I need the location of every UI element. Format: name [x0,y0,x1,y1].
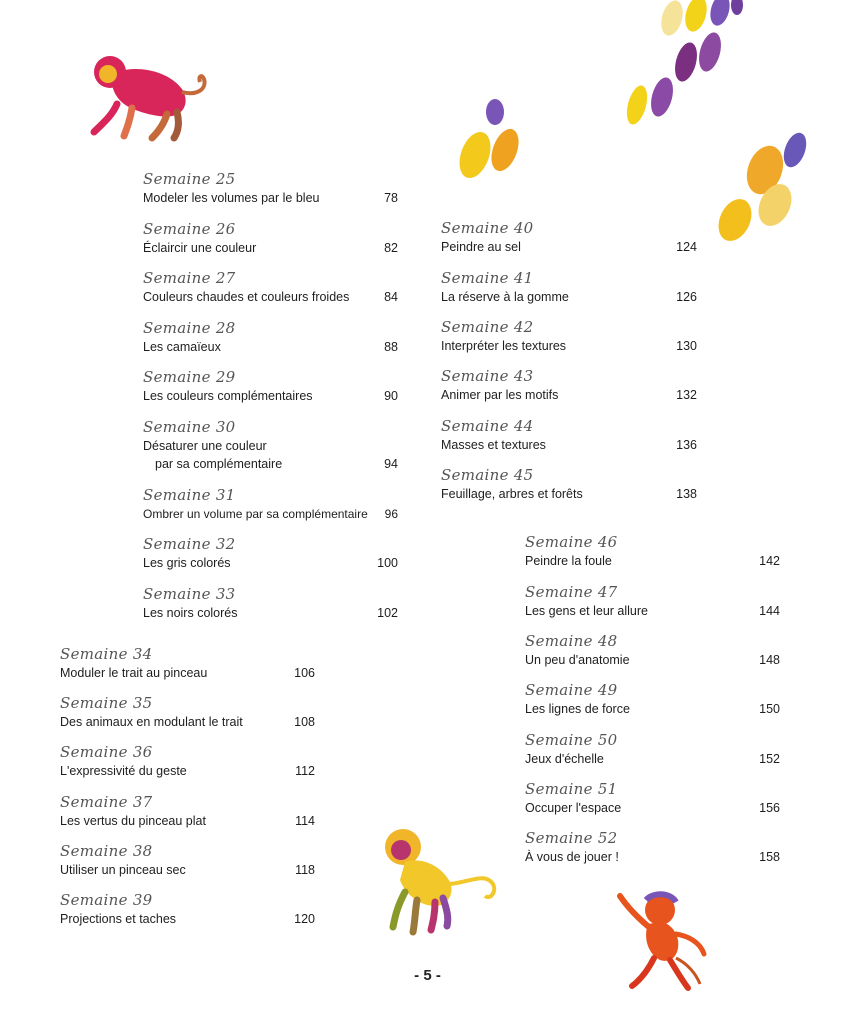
page-number: 158 [759,850,780,864]
toc-line[interactable] [143,554,398,572]
toc-line[interactable] [143,505,398,523]
toc-line[interactable] [143,189,398,207]
week-label: Semaine 47 [525,583,618,601]
chapter-title: Peindre la foule [525,554,612,568]
toc-entry [60,793,315,830]
toc-entry [525,731,780,768]
toc-line[interactable] [143,288,398,306]
week-label: Semaine 36 [60,743,153,761]
chapter-title: Moduler le trait au pinceau [60,666,208,680]
chapter-title: Les couleurs complémentaires [143,389,313,403]
toc-entry [60,694,315,731]
week-label: Semaine 45 [441,466,534,484]
week-label: Semaine 31 [143,486,236,504]
week-label: Semaine 49 [525,681,618,699]
toc-entry [143,220,398,257]
toc-line[interactable] [441,288,697,306]
page-number: 106 [294,666,315,680]
page-number: 132 [676,388,697,402]
monkey-yellow-illustration [375,822,505,942]
week-label: Semaine 44 [441,417,534,435]
chapter-title: Les gris colorés [143,556,231,570]
toc-entry [143,269,398,306]
week-label: Semaine 52 [525,829,618,847]
toc-entry [441,417,697,454]
toc-entry [143,585,398,622]
page-number: 78 [384,191,398,205]
page-number: 148 [759,653,780,667]
toc-line[interactable] [143,387,398,405]
toc-line[interactable] [441,485,697,503]
toc-entry [525,632,780,669]
page-number: 124 [676,240,697,254]
week-label: Semaine 37 [60,793,153,811]
page-number: 112 [295,764,315,778]
week-label: Semaine 43 [441,367,534,385]
toc-line[interactable] [441,386,697,404]
toc-entry [525,681,780,718]
page-number: 152 [759,752,780,766]
page-number: 88 [384,340,398,354]
chapter-title: Les noirs colorés [143,606,238,620]
page-number: 96 [384,507,398,521]
page-number: 118 [295,863,315,877]
chapter-title: Animer par les motifs [441,388,559,402]
paint-dab-decoration [440,0,840,250]
page-number: 144 [759,604,780,618]
toc-entry [441,269,697,306]
week-label: Semaine 41 [441,269,534,287]
toc-line[interactable] [143,239,398,257]
toc-line[interactable] [525,799,780,817]
toc-entry [441,367,697,404]
toc-entry [143,170,398,207]
monkey-red-illustration [72,44,212,144]
week-label: Semaine 34 [60,645,153,663]
page-number: 150 [759,702,780,716]
page-number: 120 [294,912,315,926]
chapter-title: Projections et taches [60,912,177,926]
toc-line[interactable] [441,337,697,355]
page-number: 126 [676,290,697,304]
toc-line[interactable] [60,713,315,731]
week-label: Semaine 48 [525,632,618,650]
page-number-footer: - 5 - [414,967,441,984]
toc-line[interactable] [60,812,315,830]
toc-line[interactable] [525,651,780,669]
chapter-title: L'expressivité du geste [60,764,187,778]
toc-entry [60,645,315,682]
toc-line[interactable] [525,848,780,866]
page-number: 84 [384,290,398,304]
chapter-title: Des animaux en modulant le trait [60,715,243,729]
page-number: 114 [295,814,315,828]
page-number: 94 [384,457,398,471]
page-number: 142 [759,554,780,568]
page-number: 138 [676,487,697,501]
page-number: 136 [676,438,697,452]
chapter-title: Modeler les volumes par le bleu [143,191,320,205]
toc-entry [525,780,780,817]
toc-entry [525,583,780,620]
toc-entry [60,842,315,879]
page-number: 82 [384,241,398,255]
toc-line[interactable] [525,750,780,768]
chapter-title: par sa complémentaire [155,457,283,471]
chapter-title: Les gens et leur allure [525,604,648,618]
week-label: Semaine 50 [525,731,618,749]
week-label: Semaine 28 [143,319,236,337]
page-number: 108 [294,715,315,729]
chapter-title: Masses et textures [441,438,546,452]
chapter-title: Les lignes de force [525,702,630,716]
page-number: 156 [759,801,780,815]
week-label: Semaine 29 [143,368,236,386]
toc-line[interactable] [60,762,315,780]
chapter-title: Couleurs chaudes et couleurs froides [143,290,350,304]
chapter-title: La réserve à la gomme [441,290,569,304]
week-label: Semaine 25 [143,170,236,188]
week-label: Semaine 40 [441,219,534,237]
chapter-title: Ombrer un volume par sa complémentaire [143,507,368,521]
chapter-title: Peindre au sel [441,240,521,254]
week-label: Semaine 33 [143,585,236,603]
chapter-title: Les camaïeux [143,340,221,354]
toc-entry [143,319,398,356]
page-number: 130 [676,339,697,353]
chapter-title: Désaturer une couleur [143,439,267,453]
week-label: Semaine 42 [441,318,534,336]
toc-entry [143,535,398,572]
week-label: Semaine 26 [143,220,236,238]
toc-line[interactable] [143,604,398,622]
toc-entry [60,891,315,928]
week-label: Semaine 46 [525,533,618,551]
week-label: Semaine 39 [60,891,153,909]
chapter-title: Interpréter les textures [441,339,567,353]
chapter-title: Un peu d'anatomie [525,653,630,667]
page-number: 100 [377,556,398,570]
toc-line[interactable] [143,437,398,455]
toc-entry [525,533,780,570]
toc-line[interactable] [143,338,398,356]
toc-line[interactable] [143,455,398,473]
page-number: 90 [384,389,398,403]
toc-line[interactable] [60,664,315,682]
toc-line[interactable] [525,700,780,718]
toc-line[interactable] [60,910,315,928]
week-label: Semaine 30 [143,418,236,436]
chapter-title: À vous de jouer ! [525,850,619,864]
toc-entry [441,466,697,503]
toc-entry [441,318,697,355]
toc-entry [441,219,697,256]
week-label: Semaine 35 [60,694,153,712]
toc-entry [143,486,398,523]
chapter-title: Jeux d'échelle [525,752,604,766]
week-label: Semaine 27 [143,269,236,287]
toc-line[interactable] [525,552,780,570]
chapter-title: Occuper l'espace [525,801,622,815]
toc-line[interactable] [60,861,315,879]
toc-entry [525,829,780,866]
chapter-title: Feuillage, arbres et forêts [441,487,583,501]
toc-entry [60,743,315,780]
chapter-title: Utiliser un pinceau sec [60,863,186,877]
toc-line[interactable] [441,238,697,256]
toc-entry [143,368,398,405]
page-number: 102 [377,606,398,620]
week-label: Semaine 32 [143,535,236,553]
chapter-title: Les vertus du pinceau plat [60,814,206,828]
week-label: Semaine 38 [60,842,153,860]
chapter-title: Éclaircir une couleur [143,241,257,255]
toc-entry [143,418,398,473]
week-label: Semaine 51 [525,780,618,798]
toc-line[interactable] [525,602,780,620]
toc-line[interactable] [441,436,697,454]
